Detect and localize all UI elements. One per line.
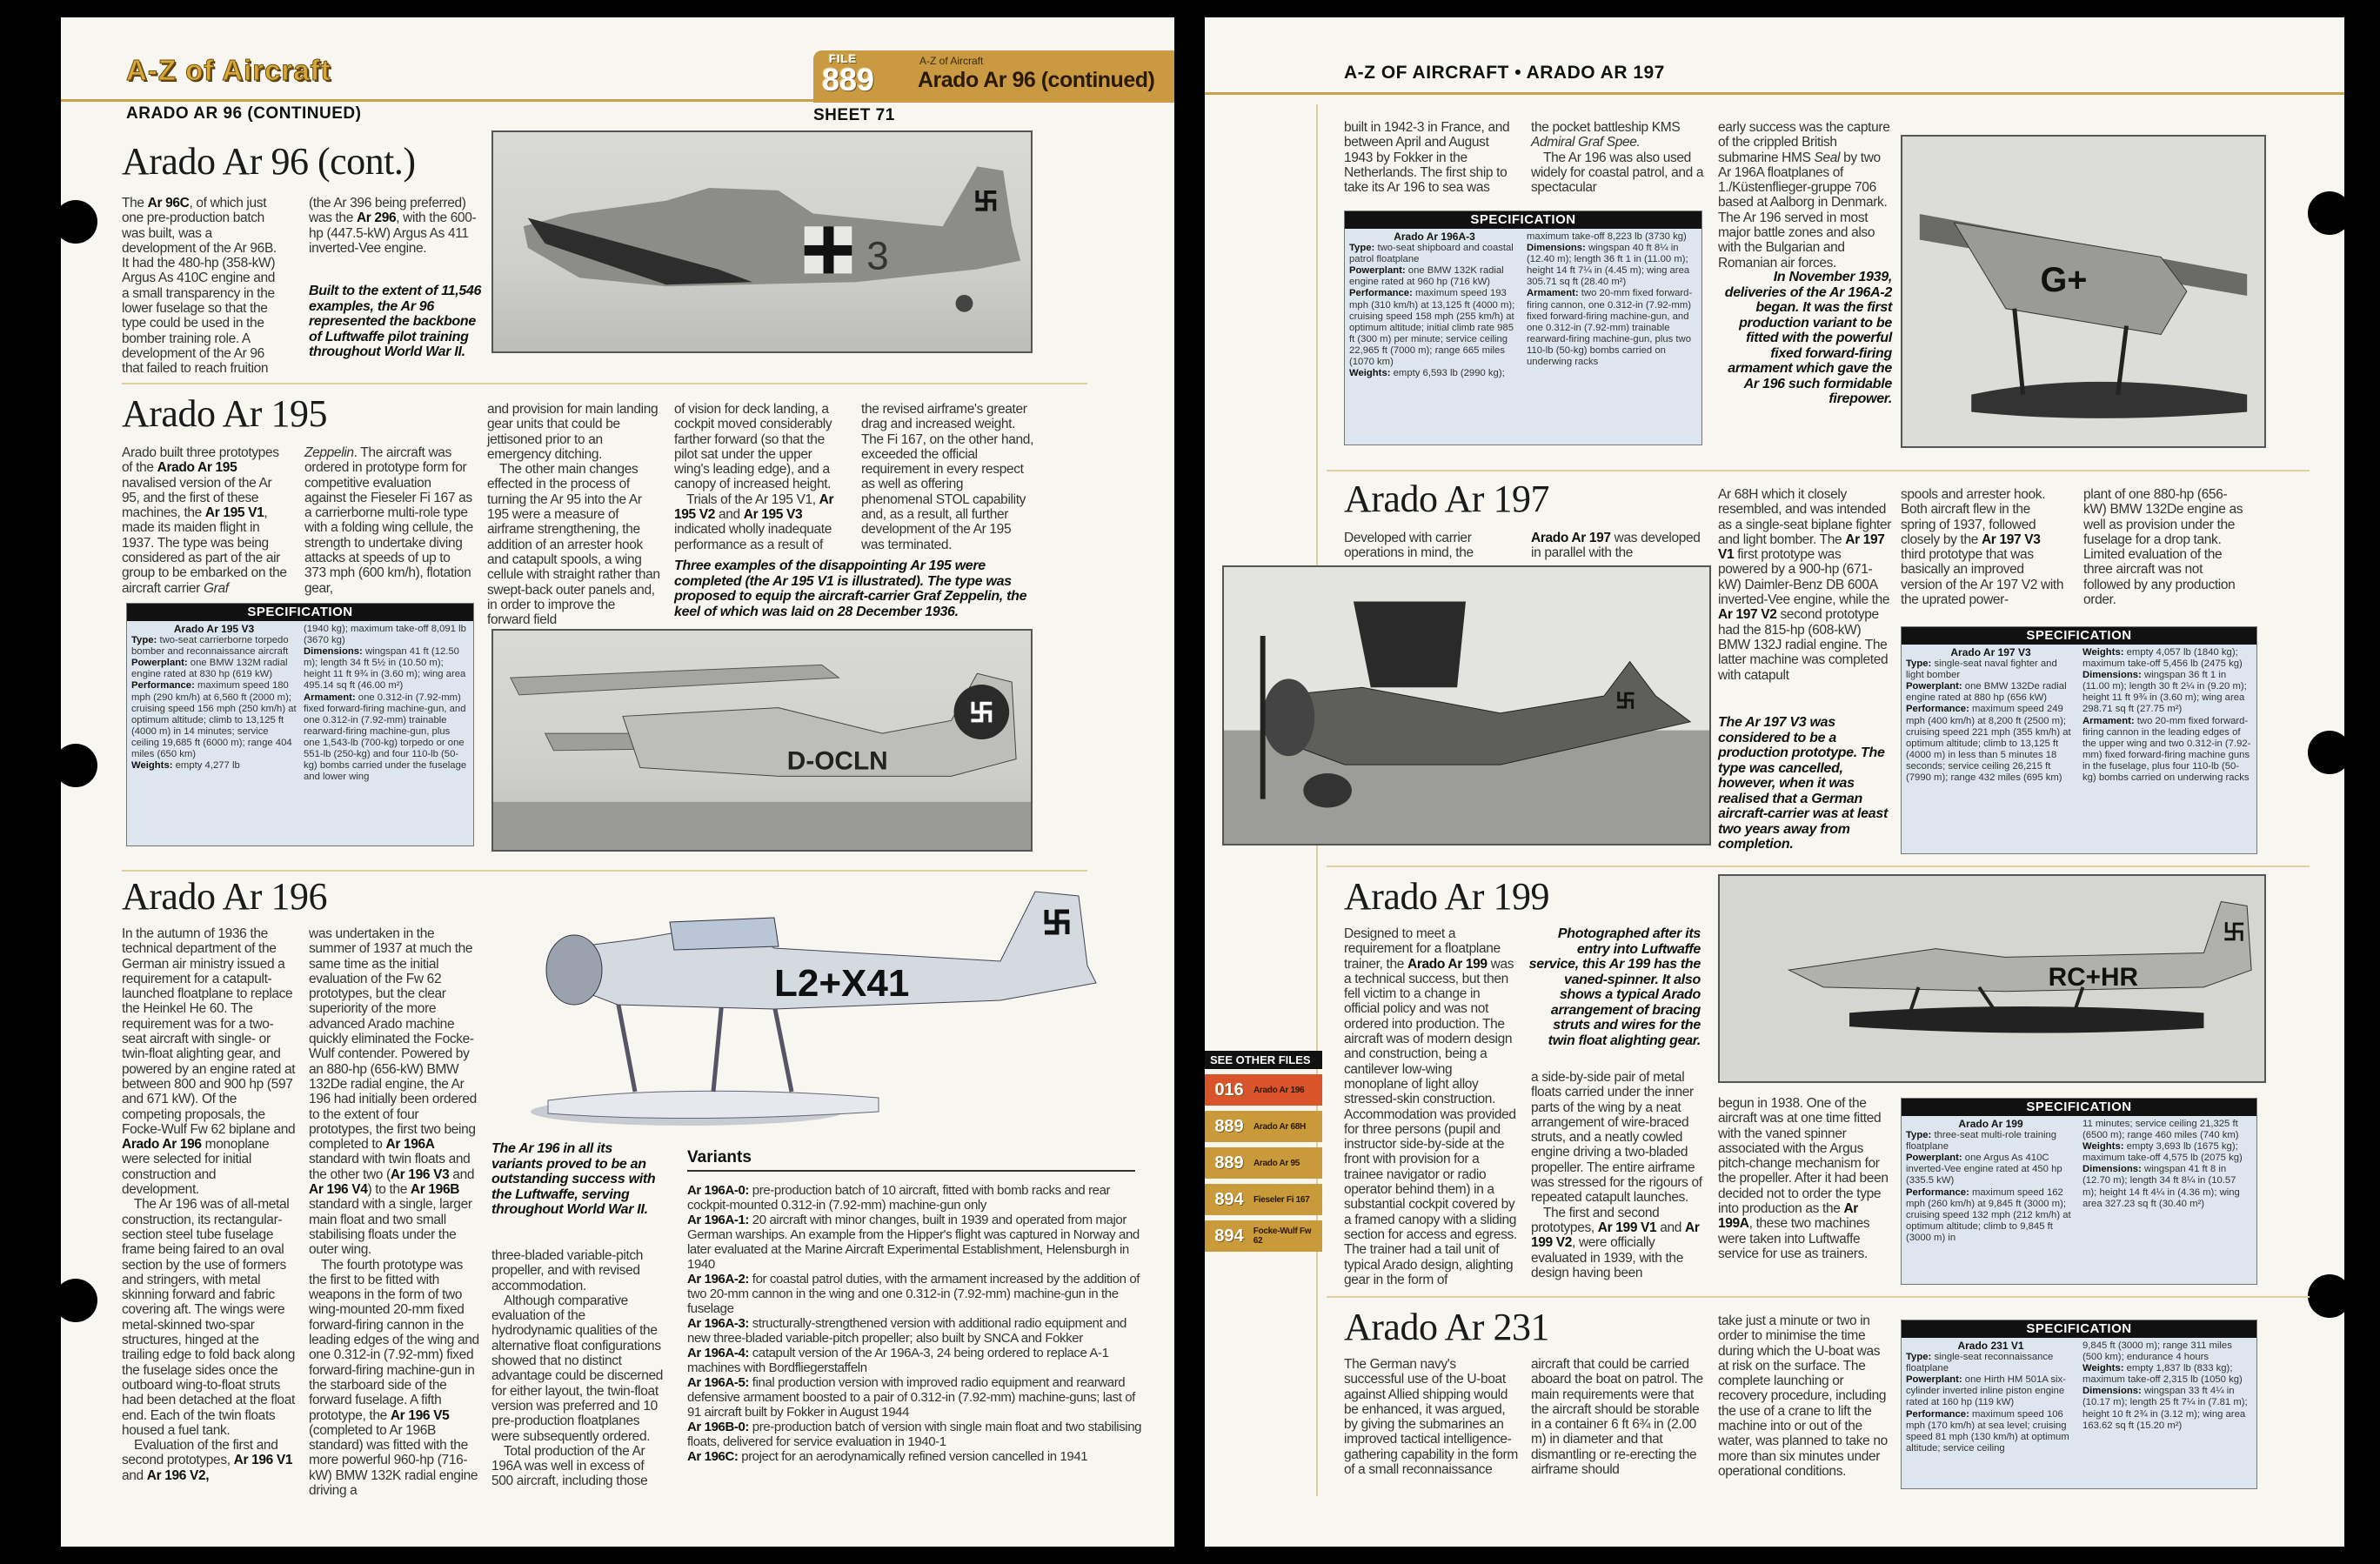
file-label: Arado Ar 196 [1254, 1085, 1305, 1095]
ar197-col1: Developed with carrier operations in mind, the [1344, 531, 1474, 561]
ar195-spec-box [126, 603, 474, 846]
spec-field: Performance: maximum speed 249 mph (400 km/h) at 8,200 ft (2500 m); cruising speed 221 mph (355 km/h) at optimum altitude; climb to 13,125 ft (4000 m) in less than 5 minutes 18 seconds; service ceiling 26,215 ft (7990 m); range 432 miles (695 km) [1906, 704, 2071, 784]
spec-field: Type: single-seat reconnaissance floatplane [1906, 1352, 2054, 1374]
section-divider [1327, 1296, 2310, 1298]
spec-field: Weights: empty 1,837 lb (833 kg); maximum take-off 2,315 lb (1050 kg) [2082, 1363, 2243, 1386]
spec-field: Type: single-seat naval fighter and light bomber [1906, 658, 2057, 681]
sheet-label: SHEET 71 [813, 106, 895, 124]
see-other-files-panel [1205, 1051, 1322, 1246]
variant-item: Ar 196A-2: for coastal patrol duties, with the armament increased by the addition of two 20-mm cannon in the wing and one 0.312-in (7.92-mm) machine-gun in the fuselage [687, 1272, 1140, 1316]
file-label: Fieseler Fi 167 [1254, 1194, 1310, 1205]
spec-field: Powerplant: one Argus As 410C inverted-Vee engine rated at 450 hp (335.5 kW) [1906, 1153, 2062, 1186]
spec-model-name: Arado Ar 195 V3 [173, 623, 255, 635]
section-divider [1327, 866, 2310, 867]
ar197-col3: Ar 68H which it closely resembled, and was intended as a single-seat biplane fighter and light bomber. The Ar 197 V1 first prototype was powered by a 900-hp (671-kW) Daimler-Benz DB 600A inverted-Vee engine, while the Ar 197 V2 second prototype had the 815-hp (608-kW) BMW 132J radial engine. The latter machine was completed with catapult [1718, 487, 1892, 683]
binder-hole [61, 1279, 97, 1322]
ar195-aircraft-image [493, 631, 1031, 850]
ar197-col5: plant of one 880-hp (656-kW) BMW 132De engine as well as provision under the fuselage for a drop tank. Limited evaluation of the three aircraft was not followed by any production order. [2083, 487, 2243, 608]
variants-rule [687, 1170, 1135, 1172]
spec-field: Type: two-seat shipboard and coastal patrol floatplane [1349, 243, 1514, 265]
spec-field: Type: two-seat carrierborne torpedo bomber and reconnaissance aircraft [131, 635, 289, 658]
variant-item: Ar 196A-4: catapult version of the Ar 196A-3, 24 being ordered to replace A-1 machines with Bordfliegerstaffeln [687, 1346, 1109, 1375]
file-number: 894 [1214, 1189, 1244, 1209]
file-number: 889 [1214, 1153, 1244, 1173]
spec-field: Dimensions: wingspan 40 ft 8¼ in (12.40 m); length 36 ft 1 in (11.00 m); height 14 ft 7¼ in (4.45 m); wing area 305.71 sq ft (28.40 m²) [1527, 243, 1690, 288]
variants-list [687, 1183, 1144, 1464]
ar199-col3: begun in 1938. One of the aircraft was at one time fitted with the vaned spinner associated with the Argus pitch-change mechanism for the propeller. After it had been decided not to order the type into production as the Ar 199A, these two machines were taken into Luftwaffe service for use as trainers. [1718, 1096, 1889, 1261]
ar195-col5: the revised airframe's greater drag and increased weight. The Fi 167, on the other hand, exceeded the official requirement in every respect as well as offering phenomenal STOL capability and, as a result, all further development of the Ar 195 was terminated. [861, 402, 1034, 552]
ar195-col1: Arado built three prototypes of the Arado Ar 195 navalised version of the Ar 95, and the first of these machines, the Ar 195 V1, made its maiden flight in 1937. The type was being considered as part of the air group to be embarked on the aircraft carrier Graf [122, 445, 287, 596]
ar195-photo [491, 629, 1033, 852]
ar195-heading: Arado Ar 195 [122, 392, 327, 435]
spec-header: SPECIFICATION [1902, 1099, 2256, 1116]
left-page [61, 17, 1174, 1547]
ar196-cont-caption: In November 1939, deliveries of the Ar 196A-2 began. It was the first production variant to be fitted with the powerful fixed forward-firing armament which gave the Ar 196 such formidable firepower. [1724, 270, 1892, 406]
ar196-col2: was undertaken in the summer of 1937 at much the same time as the initial evaluation of the Fw 62 prototypes, but the clear superiority of the more advanced Arado machine quickly eliminated the Focke-Wulf contender. Powered by an 880-hp (656-kW) BMW 132De radial engine, the Ar 196 had initially been ordered to the extent of four prototypes, the first two being completed to Ar 196A standard with twin floats and the other two (Ar 196 V3 and Ar 196 V4) to the Ar 196B standard with a single, larger main float and two small stabilising floats under the outer wing. The fourth prototype was the first to be fitted with weapons in the form of two wing-mounted 20-mm fixed forward-firing cannon in the leading edges of the wing and one 0.312-in (7.92-mm) fixed forward-firing machine-gun in the starboard side of the forward fuselage. A fifth prototype, the Ar 196 V5 (completed to Ar 196B standard) was fitted with the more powerful 960-hp (716-kW) BMW 132K radial engine driving a [309, 926, 479, 1498]
variants-heading: Variants [687, 1148, 752, 1166]
ar196-col1: In the autumn of 1936 the technical department of the German air ministry issued a requirement for a catapult-launched floatplane to replace the Heinkel He 60. The requirement was for a two-seat aircraft with single- or twin-float alighting gear, and powered by an engine rated at between 800 and 900 hp (597 and 671 kW). Of the competing proposals, the Focke-Wulf Fw 62 biplane and Arado Ar 196 monoplane were selected for initial construction and development. The Ar 196 was of all-metal construction, its rectangular-section steel tube fuselage frame being faired to an oval section by the use of formers and stringers, with metal skinning forward and fabric covering aft. The wings were metal-skinned two-spar structures, hinged at the trailing edge to fold back along the fuselage sides once the outboard wing-to-float struts had been detached at the float end. Each of the twin floats housed a fuel tank. Evaluation of the first and second prototypes, Ar 196 V1 and Ar 196 V2, [122, 926, 296, 1483]
file-number: 016 [1214, 1079, 1244, 1099]
spec-header: SPECIFICATION [1902, 1320, 2256, 1338]
variant-item: Ar 196B-0: pre-production batch of version with single main float and two stabilising floats, delivered for service evaluation in 1940-1 [687, 1420, 1142, 1449]
see-other-files-list [1205, 1069, 1322, 1246]
see-other-files-heading: SEE OTHER FILES [1205, 1051, 1322, 1069]
right-page [1205, 17, 2344, 1547]
ar231-spec-box [1901, 1320, 2257, 1489]
ar199-spec-box [1901, 1098, 2257, 1285]
ar196a3-spec-box [1344, 211, 1702, 445]
spec-field: Performance: maximum speed 162 mph (260 km/h) at 9,845 ft (3000 m); cruising speed 132 mph (212 km/h) at optimum altitude; climb to 9,845 ft (3000 m) in [1906, 1186, 2071, 1243]
spec-field: Weights: empty 3,693 lb (1675 kg); maximum take-off 4,575 lb (2075 kg) [2082, 1141, 2243, 1164]
svg-text:RC+HR: RC+HR [2048, 963, 2139, 992]
ar199-heading: Arado Ar 199 [1344, 875, 1549, 918]
spec-field: Weights: empty 4,277 lb [131, 760, 240, 772]
see-other-file-link[interactable] [1205, 1220, 1322, 1252]
ar196-illustration [513, 870, 1157, 1131]
file-label: Arado Ar 95 [1254, 1158, 1300, 1168]
section-divider [122, 383, 1087, 384]
ar96-heading: Arado Ar 96 (cont.) [122, 140, 416, 183]
ar197-aircraft-image [1224, 567, 1709, 844]
section-divider [1327, 470, 2310, 471]
spec-field: Dimensions: wingspan 41 ft (12.50 m); length 34 ft 5½ in (10.50 m); height 11 ft 9¾ in (3.60 m); wing area 495.14 sq ft (46.00 m²) [304, 646, 466, 692]
ar196-ground-aircraft-image [1902, 137, 2264, 446]
section-subhead: ARADO AR 96 (CONTINUED) [126, 104, 362, 123]
ar196-cont-col2: the pocket battleship KMS Admiral Graf Spee. The Ar 196 was also used widely for coastal patrol, and a spectacular [1531, 120, 1704, 196]
spec-model-name: Arado 231 V1 [1957, 1340, 2024, 1352]
spec-field: Performance: maximum speed 193 mph (310 km/h) at 13,125 ft (4000 m); cruising speed 158 mph (255 km/h) at optimum altitude; initial climb rate 985 ft (300 m) per minute; service ceiling 22,965 ft (7000 m); range 665 miles (1070 km) [1349, 288, 1515, 368]
spec-header: SPECIFICATION [1902, 627, 2256, 645]
file-number: 894 [1214, 1226, 1244, 1246]
spec-field: Performance: maximum speed 180 mph (290 km/h) at 6,560 ft (2000 m); cruising speed 156 mph (250 km/h) at optimum altitude; climb to 13,125 ft (4000 m) in 14 minutes; service ceiling 19,685 ft (6000 m); range 404 miles (650 km) [131, 680, 297, 760]
ar197-photo [1222, 565, 1711, 845]
see-other-file-link[interactable] [1205, 1111, 1322, 1142]
spec-field: Type: three-seat multi-role training floatplane [1906, 1130, 2057, 1153]
file-label: Arado Ar 68H [1254, 1121, 1306, 1132]
see-other-file-link[interactable] [1205, 1184, 1322, 1215]
ar195-col4: of vision for deck landing, a cockpit moved considerably farther forward (so that the pilot sat under the upper wing's leading edge), and a canopy of increased height. Trials of the Ar 195 V1, Ar 195 V2 and Ar 195 V3 indicated wholly inadequate performance as a result of [674, 402, 834, 552]
spec-field: Weights: empty 4,057 lb (1840 kg); maximum take-off 5,456 lb (2475 kg) [2082, 647, 2243, 670]
file-title: Arado Ar 96 (continued) [918, 68, 1155, 92]
spec-field: Dimensions: wingspan 33 ft 4¼ in (10.17 m); length 25 ft 7¼ in (7.81 m); height 10 ft 2¾ in (3.12 m); wing area 163.62 sq ft (15.20 m²) [2082, 1386, 2248, 1431]
variant-item: Ar 196A-5: final production version with improved radio equipment and rearward defensive armament boosted to a pair of 0.312-in (7.92-mm) machine-guns; last of 91 aircraft built by Fokker in August 1944 [687, 1375, 1135, 1420]
ar199-col2: a side-by-side pair of metal floats carried under the inner parts of the wing by a neat arrangement of wire-braced struts, and a neatly cowled engine driving a two-bladed propeller. The entire airframe was stressed for the rigours of repeated catapult launches. The first and second prototypes, Ar 199 V1 and Ar 199 V2, were officially evaluated in 1939, with the design having been [1531, 1070, 1702, 1280]
spec-field: maximum take-off 8,223 lb (3730 kg) [1527, 231, 1687, 242]
ar197-spec-box [1901, 626, 2257, 854]
ar195-col2: Zeppelin. The aircraft was ordered in prototype form for competitive evaluation against the Fieseler Fi 167 as a carrierborne multi-role type with a folding wing cellule, the strength to undertake diving attacks at speeds of up to 373 mph (600 km/h), flotation gear, [304, 445, 473, 596]
svg-text:L2+X41: L2+X41 [774, 962, 910, 1005]
binder-hole [2308, 191, 2344, 235]
spec-field: Powerplant: one BMW 132De radial engine rated at 880 hp (656 kW) [1906, 681, 2067, 704]
ar195-caption: Three examples of the disappointing Ar 195 were completed (the Ar 195 V1 is illustrated). The type was proposed to equip the aircraft-carrier Graf Zeppelin, the keel of which was laid on 28 December 1936. [674, 558, 1027, 619]
svg-text:3: 3 [866, 233, 889, 278]
ar231-col1: The German navy's successful use of the U-boat against Allied shipping would be enhanced, it was argued, by giving the submarines an improved tactical intelligence-gathering capability in the form of a small reconnaissance [1344, 1357, 1518, 1478]
spec-model-name: Arado Ar 197 V3 [1950, 646, 2031, 658]
file-number: 889 [1214, 1116, 1244, 1136]
spec-model-name: Arado Ar 199 [1958, 1118, 2023, 1130]
file-series-label: A-Z of Aircraft [919, 55, 984, 67]
ar196-cont-col3: early success was the capture of the crippled British submarine HMS Seal by two Ar 196A floatplanes of 1./Küstenflieger-gruppe 706 based at Aalborg in Denmark. The Ar 196 served in most major battle zones and also with the Bulgarian and Romanian air forces. [1718, 120, 1890, 271]
spec-field: 9,845 ft (3000 m); range 311 miles (500 km); endurance 4 hours [2082, 1340, 2232, 1363]
spec-field: Powerplant: one Hirth HM 501A six-cylinder inverted inline piston engine rated at 160 hp (119 kW) [1906, 1374, 2066, 1408]
ar196-profile-art [513, 870, 1157, 1131]
ar195-col3: and provision for main landing gear units that could be jettisoned prior to an emergency ditching. The other main changes effected in the process of turning the Ar 95 into the Ar 195 were a measure of airframe strengthening, the addition of an arrester hook and catapult spools, a wing cellule with straight rather than swept-back outer panels and, in order to improve the forward field [487, 402, 660, 628]
spec-field: Dimensions: wingspan 41 ft 8 in (12.70 m); length 34 ft 8¼ in (10.57 m); height 14 ft 4¼ in (4.36 m); wing area 327.23 sq ft (30.40 m²) [2082, 1164, 2240, 1209]
spec-header: SPECIFICATION [1345, 211, 1701, 229]
spec-field: Weights: empty 6,593 lb (2990 kg); [1349, 368, 1505, 379]
ar197-col2: Arado Ar 197 was developed in parallel with the [1531, 531, 1701, 561]
file-label: FILE [829, 52, 858, 65]
header-rule [1205, 92, 2344, 95]
svg-text:D-OCLN: D-OCLN [786, 746, 888, 776]
spec-field: Powerplant: one BMW 132K radial engine rated at 960 hp (716 kW) [1349, 265, 1504, 288]
binder-hole [2308, 1274, 2344, 1318]
spec-field: Powerplant: one BMW 132M radial engine rated at 830 hp (619 kW) [131, 658, 288, 680]
file-tab [813, 50, 1174, 103]
ar197-caption: The Ar 197 V3 was considered to be a production prototype. The type was cancelled, however, when it was realised that a German aircraft-carrier was at least two years away from completion. [1718, 715, 1888, 852]
spec-field: 11 minutes; service ceiling 21,325 ft (6500 m); range 460 miles (740 km) [2082, 1119, 2239, 1141]
header-rule [61, 99, 818, 102]
ar199-col1: Designed to meet a requirement for a floatplane trainer, the Arado Ar 199 was a technical success, but then fell victim to a change in official policy and was not ordered into production. The aircraft was of modern design and construction, being a cantilever low-wing monoplane of light alloy stressed-skin construction. Accommodation was provided for three persons (pupil and instructor side-by-side at the front with provision for a trainee navigator or radio operator behind them) in a substantial cockpit covered by a framed canopy with a sliding section for access and egress. The trainer had a tail unit of typical Arado design, alighting gear in the form of [1344, 926, 1517, 1287]
ar231-heading: Arado Ar 231 [1344, 1306, 1549, 1348]
binder-hole [61, 200, 97, 244]
binder-hole [2308, 731, 2344, 774]
running-head: A-Z OF AIRCRAFT • ARADO AR 197 [1344, 63, 1665, 83]
spec-header: SPECIFICATION [127, 604, 473, 621]
spec-field: Armament: two 20-mm fixed forward-firing cannon, one 0.312-in (7.92-mm) fixed forward-firing machine-gun, and one 0.312-in (7.92-mm) trainable rearward-firing machine-gun, plus two 110-lb (50-kg) bombs carried on underwing racks [1527, 288, 1693, 368]
ar231-col2: aircraft that could be carried aboard the boat on patrol. The main requirements were that the aircraft should be storable in a container 6 ft 6¾ in (2.00 m) in diameter and that dismantling or re-erecting the airframe should [1531, 1357, 1703, 1478]
spec-field: (1940 kg); maximum take-off 8,091 lb (3670 kg) [304, 624, 466, 646]
ar96-col2: (the Ar 396 being preferred) was the Ar 296, with the 600-hp (447.5-kW) Argus As 411 inverted-Vee engine. [309, 196, 477, 256]
variant-item: Ar 196C: project for an aerodynamically refined version cancelled in 1941 [687, 1449, 1088, 1464]
ar196-col3: three-bladed variable-pitch propeller, and with revised accommodation. Although comparative evaluation of the hydrodynamic qualities of the alternative float configurations showed that no distinct advantage could be discerned for either layout, the twin-float version was preferred and 10 pre-production floatplanes were subsequently ordered. Total production of the Ar 196A was well in excess of 500 aircraft, including those [491, 1248, 664, 1489]
spec-field: Armament: one 0.312-in (7.92-mm) fixed forward-firing machine-gun, and one 0.312-in (7.92-mm) trainable rearward-firing machine-gun, plus one 1,543-lb (700-kg) torpedo or one 551-lb (250-kg) and four 110-lb (50-kg) bombs carried under the fuselage and lower wing [304, 692, 467, 783]
ar231-col3: take just a minute or two in order to minimise the time during which the U-boat was at risk on the surface. The complete launching or recovery procedure, including the use of a crane to lift the machine into or out of the water, was planned to take no more than six minutes under operational conditions. [1718, 1313, 1888, 1479]
ar96-aircraft-image [493, 132, 1031, 351]
ar96-col1: The Ar 96C, of which just one pre-production batch was built, was a development of the Ar 96B. It had the 480-hp (358-kW) Argus As 410C engine and a small transparency in the lower fuselage so that the type could be used in the bomber training role. A development of the Ar 96 that failed to reach fruition [122, 196, 277, 377]
ar199-photo [1718, 874, 2266, 1083]
ar96-photo [491, 130, 1033, 353]
spec-model-name: Arado Ar 196A-3 [1394, 231, 1475, 243]
spec-field: Dimensions: wingspan 36 ft 1 in (11.00 m); length 30 ft 2¼ in (9.20 m); height 11 ft 9¾ in (3.60 m); wing area 298.71 sq ft (27.75 m²) [2082, 670, 2247, 715]
binder-hole [61, 744, 97, 787]
ar96-caption: Built to the extent of 11,546 examples, the Ar 96 represented the backbone of Luftwaffe pilot training throughout World War II. [309, 284, 482, 359]
ar196-heading: Arado Ar 196 [122, 875, 327, 918]
ar199-aircraft-image [1720, 876, 2264, 1081]
file-number: 889 [822, 62, 875, 97]
ar197-col4: spools and arrester hook. Both aircraft flew in the spring of 1937, followed closely by the Ar 197 V3 third prototype that was basically an improved version of the Ar 197 V2 with the uprated power- [1901, 487, 2064, 608]
ar196-caption: The Ar 196 in all its variants proved to be an outstanding success with the Luftwaffe, serving throughout World War II. [491, 1141, 656, 1217]
variant-item: Ar 196A-0: pre-production batch of 10 aircraft, fitted with bomb racks and rear cockpit-mounted 0.312-in (7.92-mm) machine-gun only [687, 1183, 1111, 1213]
variant-item: Ar 196A-1: 20 aircraft with minor changes, built in 1939 and operated from major German warships. An example from the Hipper's flight was captured in Norway and later evaluated at the Marine Aircraft Experimental Establishment, Helensburgh in 1940 [687, 1213, 1140, 1272]
spec-field: Armament: two 20-mm fixed forward-firing cannon in the leading edges of the upper wing and two 0.312-in (7.92-mm) fixed forward-firing machine guns in the fuselage, plus four 110-lb (50-kg) bombs carried on underwing racks [2082, 715, 2251, 784]
ar197-heading: Arado Ar 197 [1344, 478, 1549, 520]
svg-text:G+: G+ [2040, 261, 2088, 299]
ar196-ground-photo [1901, 135, 2266, 448]
series-title: A-Z of Aircraft [126, 54, 331, 86]
file-label: Focke-Wulf Fw 62 [1253, 1226, 1312, 1246]
ar196-cont-col1: built in 1942-3 in France, and between April and August 1943 by Fokker in the Netherlands. The first ship to take its Ar 196 to sea was [1344, 120, 1510, 196]
ar199-caption: Photographed after its entry into Luftwaffe service, this Ar 199 has the vaned-spinner. It also shows a typical Arado arrangement of bracing struts and wires for the twin float alighting gear. [1528, 926, 1701, 1048]
see-other-file-link[interactable] [1205, 1074, 1322, 1106]
spec-field: Performance: maximum speed 106 mph (170 km/h) at sea level; cruising speed 81 mph (130 km/h) at optimum altitude; service ceiling [1906, 1408, 2069, 1454]
see-other-file-link[interactable] [1205, 1147, 1322, 1179]
variant-item: Ar 196A-3: structurally-strengthened version with additional radio equipment and new three-bladed variable-pitch propeller; also built by SNCA and Fokker [687, 1316, 1126, 1346]
